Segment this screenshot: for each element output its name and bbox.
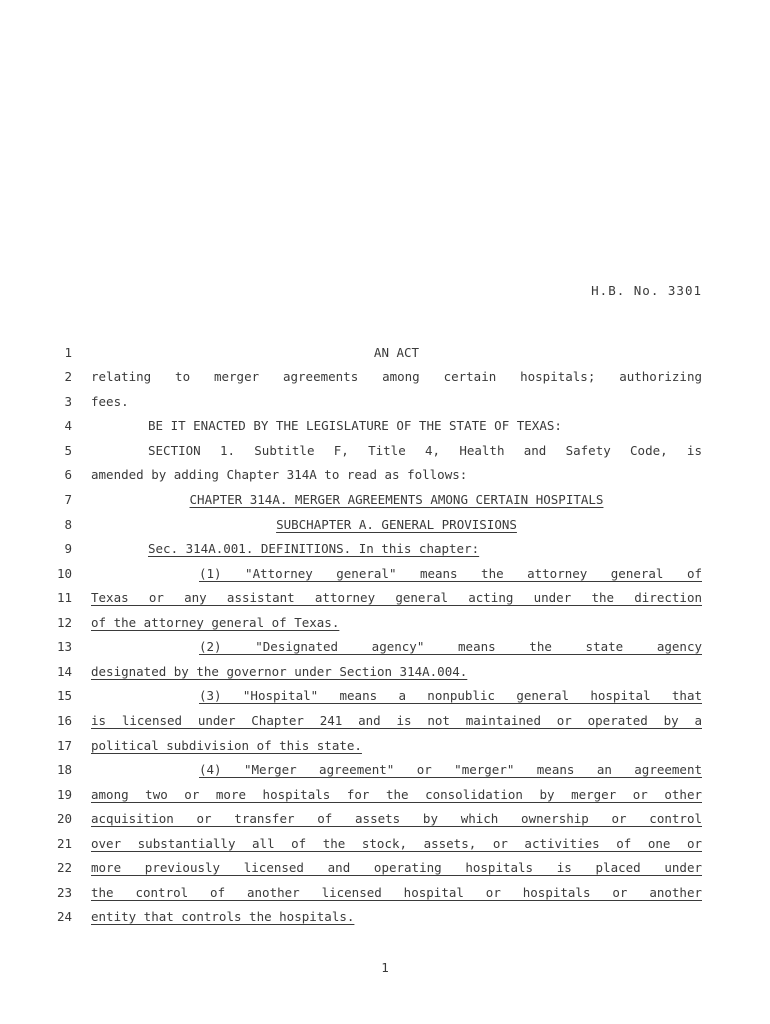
text-line	[0, 442, 770, 466]
line-number: 13	[56, 639, 72, 654]
text-line	[0, 344, 770, 368]
line-number: 1	[64, 345, 72, 360]
line-number: 21	[56, 836, 72, 851]
line-number: 3	[64, 394, 72, 409]
text-line	[0, 491, 770, 515]
line-text-underlined: designated by the governor under Section 314A.004.	[91, 664, 468, 679]
text-line	[0, 466, 770, 490]
text-line	[0, 687, 770, 711]
text-line	[0, 540, 770, 564]
line-text	[91, 663, 702, 681]
line-text: (1) "Attorney general" means the attorney general of	[199, 566, 702, 581]
text-line	[0, 737, 770, 761]
line-text: (2) "Designated agency" means the state agency	[199, 639, 702, 654]
text-line	[0, 810, 770, 834]
line-number: 7	[64, 492, 72, 507]
line-number: 23	[56, 885, 72, 900]
text-line	[0, 835, 770, 859]
line-number: 4	[64, 418, 72, 433]
line-number: 20	[56, 811, 72, 826]
text-line	[0, 368, 770, 392]
text-line	[0, 417, 770, 441]
line-number: 5	[64, 443, 72, 458]
text-line	[0, 663, 770, 687]
text-line	[0, 786, 770, 810]
line-text: acquisition or transfer of assets by which ownership or control	[91, 811, 702, 826]
text-line	[0, 393, 770, 417]
subchapter-heading-text: SUBCHAPTER A. GENERAL PROVISIONS	[276, 517, 517, 532]
line-text-underlined: entity that controls the hospitals.	[91, 909, 355, 924]
line-number: 8	[64, 517, 72, 532]
text-line	[0, 565, 770, 589]
chapter-heading	[91, 491, 702, 509]
section-heading	[91, 540, 702, 558]
text-line	[0, 859, 770, 883]
line-text: is licensed under Chapter 241 and is not maintained or operated by a	[91, 713, 702, 728]
line-number: 18	[56, 762, 72, 777]
line-text: SECTION 1. Subtitle F, Title 4, Health and Safety Code, is	[148, 443, 702, 458]
line-number: 15	[56, 688, 72, 703]
line-number: 10	[56, 566, 72, 581]
text-line	[0, 908, 770, 932]
line-text: more previously licensed and operating hospitals is placed under	[91, 860, 702, 875]
act-title: AN ACT	[373, 345, 420, 360]
text-line	[0, 516, 770, 540]
line-number: 19	[56, 787, 72, 802]
line-text: over substantially all of the stock, assets, or activities of one or	[91, 836, 702, 851]
line-number: 2	[64, 369, 72, 384]
line-text: Texas or any assistant attorney general acting under the direction	[91, 590, 702, 605]
chapter-heading-text: CHAPTER 314A. MERGER AGREEMENTS AMONG CERTAIN HOSPITALS	[189, 492, 604, 507]
enacting-clause: BE IT ENACTED BY THE LEGISLATURE OF THE STATE OF TEXAS:	[148, 418, 562, 433]
line-text	[91, 908, 702, 926]
line-text: the control of another licensed hospital or hospitals or another	[91, 885, 702, 900]
page-number: 1	[381, 960, 389, 975]
line-text: fees.	[91, 394, 129, 409]
text-line	[0, 761, 770, 785]
line-number: 17	[56, 738, 72, 753]
text-line	[0, 614, 770, 638]
text-line	[0, 638, 770, 662]
line-number: 14	[56, 664, 72, 679]
text-line	[0, 589, 770, 613]
line-number: 9	[64, 541, 72, 556]
line-text: among two or more hospitals for the consolidation by merger or other	[91, 787, 702, 802]
line-text	[91, 737, 702, 755]
line-text: relating to merger agreements among certain hospitals; authorizing	[91, 369, 702, 384]
line-number: 6	[64, 467, 72, 482]
bill-number: H.B. No. 3301	[591, 283, 702, 298]
text-line	[0, 712, 770, 736]
line-number: 12	[56, 615, 72, 630]
line-text-underlined: political subdivision of this state.	[91, 738, 362, 753]
line-text: (4) "Merger agreement" or "merger" means an agreement	[199, 762, 702, 777]
line-number: 24	[56, 909, 72, 924]
line-text-underlined: of the attorney general of Texas.	[91, 615, 340, 630]
line-number: 11	[56, 590, 72, 605]
line-text: amended by adding Chapter 314A to read as follows:	[91, 467, 468, 482]
line-number: 22	[56, 860, 72, 875]
line-text	[91, 614, 702, 632]
line-text: (3) "Hospital" means a nonpublic general hospital that	[199, 688, 702, 703]
subchapter-heading	[91, 516, 702, 534]
section-heading-text: Sec. 314A.001. DEFINITIONS. In this chapter:	[148, 541, 480, 556]
line-number: 16	[56, 713, 72, 728]
text-line	[0, 884, 770, 908]
